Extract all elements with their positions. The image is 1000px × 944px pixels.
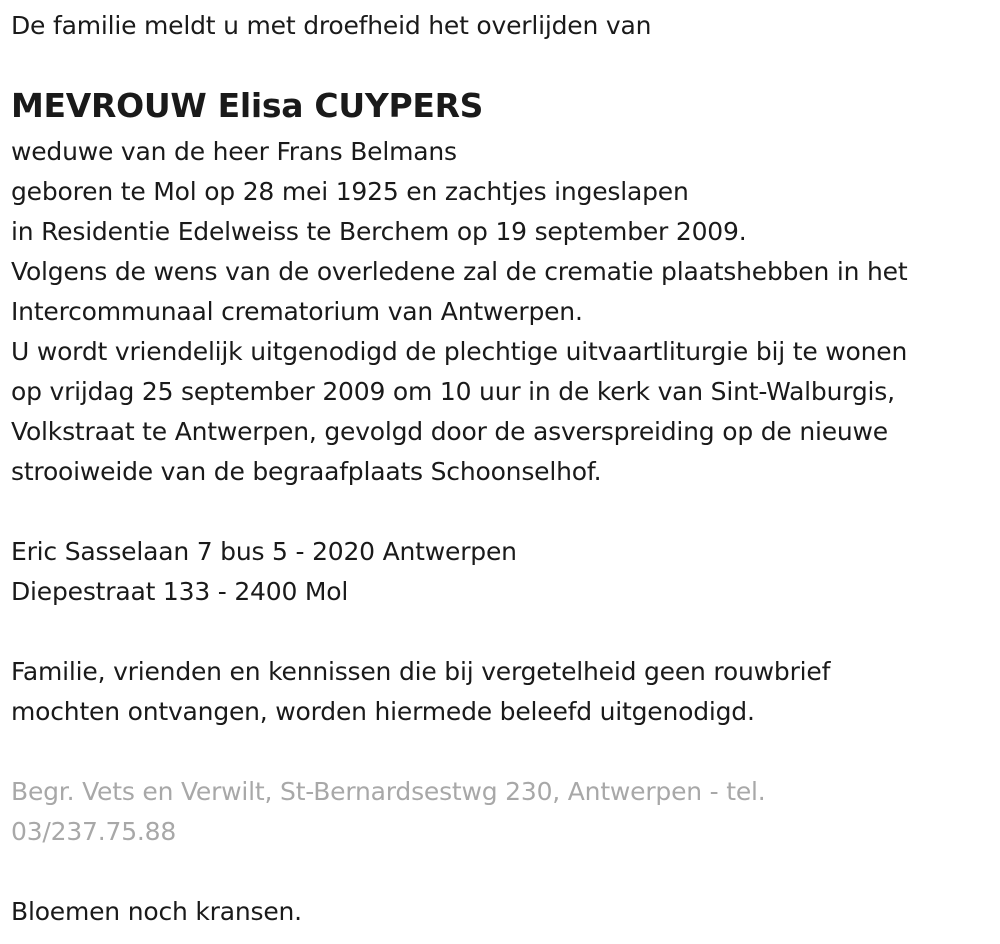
bio-line: Volgens de wens van de overledene zal de crematie plaatshebben in het (11, 257, 908, 286)
intro-text: De familie meldt u met droefheid het overlijden van (11, 11, 652, 40)
invitation-line: Familie, vrienden en kennissen die bij vergetelheid geen rouwbrief (11, 657, 831, 686)
bio-line: Volkstraat te Antwerpen, gevolgd door de asverspreiding op de nieuwe (11, 417, 888, 446)
address-block (11, 532, 996, 612)
deceased-name: MEVROUW Elisa CUYPERS (11, 86, 484, 125)
bio-line: strooiweide van de begraafplaats Schoonselhof. (11, 457, 602, 486)
bio-line: geboren te Mol op 28 mei 1925 en zachtjes ingeslapen (11, 177, 689, 206)
spacer (11, 492, 996, 532)
funeral-home-phone: 03/237.75.88 (11, 817, 177, 846)
address-line: Eric Sasselaan 7 bus 5 - 2020 Antwerpen (11, 537, 517, 566)
closing-text: Bloemen noch kransen. (11, 897, 302, 926)
obituary-notice (11, 6, 996, 932)
address-line: Diepestraat 133 - 2400 Mol (11, 577, 349, 606)
spacer (11, 852, 996, 892)
bio-block (11, 132, 996, 492)
bio-line: in Residentie Edelweiss te Berchem op 19 september 2009. (11, 217, 747, 246)
bio-line: U wordt vriendelijk uitgenodigd de plechtige uitvaartliturgie bij te wonen (11, 337, 908, 366)
funeral-home-block (11, 772, 996, 852)
bio-line: op vrijdag 25 september 2009 om 10 uur in de kerk van Sint-Walburgis, (11, 377, 895, 406)
spacer (11, 612, 996, 652)
bio-line: weduwe van de heer Frans Belmans (11, 137, 457, 166)
spacer (11, 732, 996, 772)
bio-line: Intercommunaal crematorium van Antwerpen. (11, 297, 583, 326)
funeral-home-line: Begr. Vets en Verwilt, St-Bernardsestwg 230, Antwerpen - tel. (11, 777, 766, 806)
invitation-line: mochten ontvangen, worden hiermede beleefd uitgenodigd. (11, 697, 755, 726)
invitation-block (11, 652, 996, 732)
